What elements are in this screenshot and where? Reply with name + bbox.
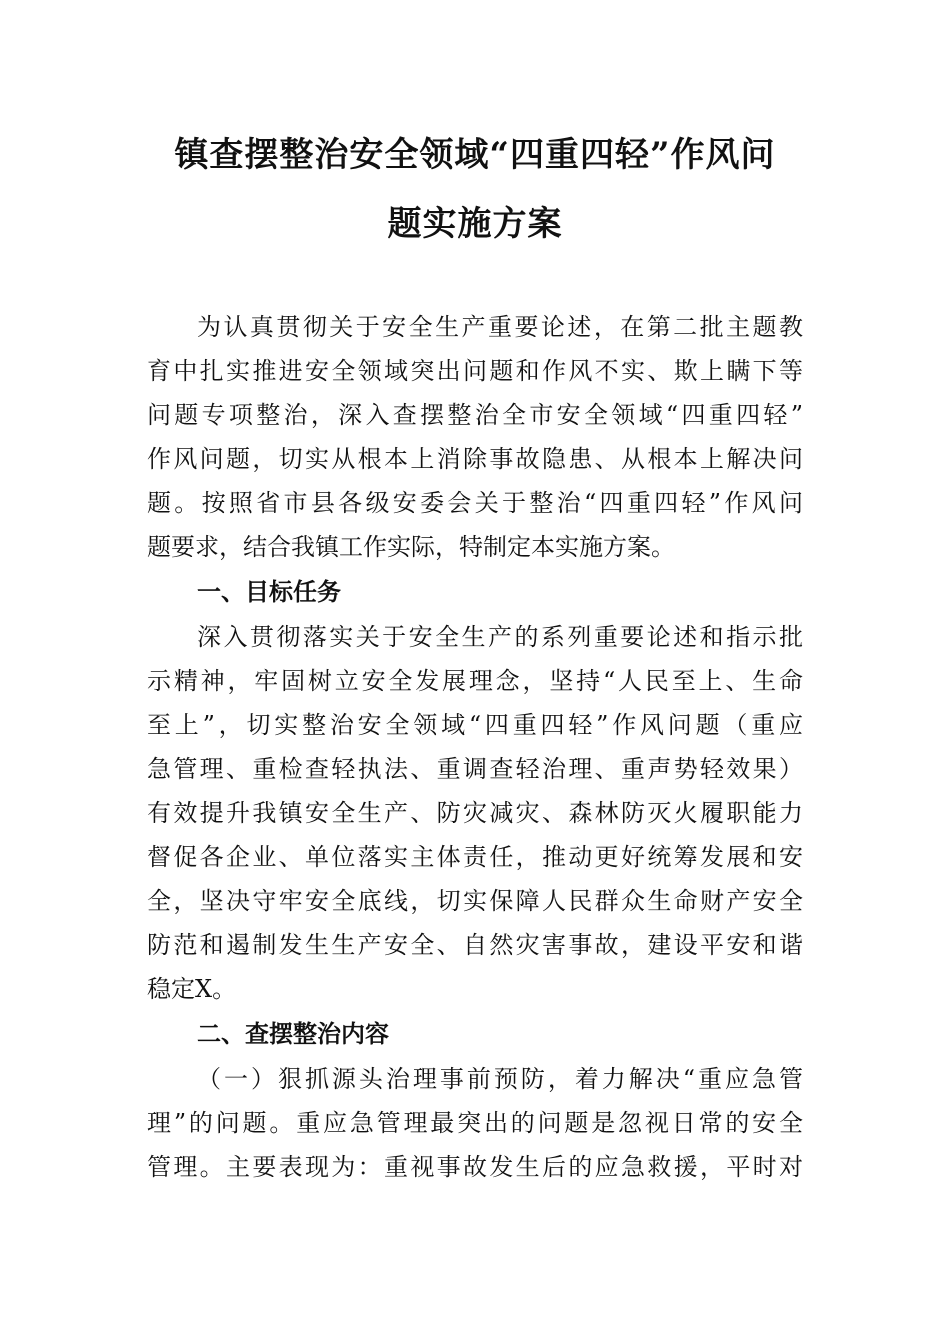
- text-line: 为认真贯彻关于安全生产重要论述，在第二批主题教: [197, 313, 803, 341]
- text-line: 题要求，结合我镇工作实际，特制定本实施方案。: [147, 533, 675, 561]
- text-line: （一）狠抓源头治理事前预防，着力解决“重应急管: [197, 1065, 803, 1093]
- text-line: 作风问题，切实从根本上消除事故隐患、从根本上解决问: [147, 445, 803, 473]
- text-line: 题。按照省市县各级安委会关于整治“四重四轻”作风问: [147, 489, 803, 517]
- section-heading-content: 二、查摆整治内容: [197, 1020, 389, 1048]
- document-title-line-2: 题实施方案: [387, 204, 563, 244]
- text-line: 全，坚决守牢安全底线，切实保障人民群众生命财产安全: [147, 887, 803, 915]
- text-line: 急管理、重检查轻执法、重调查轻治理、重声势轻效果）: [147, 755, 803, 783]
- text-line: 深入贯彻落实关于安全生产的系列重要论述和指示批: [197, 623, 803, 651]
- text-line: 至上”，切实整治安全领域“四重四轻”作风问题（重应: [147, 711, 803, 739]
- text-line: 理”的问题。重应急管理最突出的问题是忽视日常的安全: [147, 1109, 803, 1137]
- text-line: 稳定X。: [147, 975, 237, 1003]
- text-line: 问题专项整治，深入查摆整治全市安全领域“四重四轻”: [147, 401, 803, 429]
- text-line: 育中扎实推进安全领域突出问题和作风不实、欺上瞒下等: [147, 357, 803, 385]
- section-heading-goals: 一、目标任务: [197, 578, 341, 606]
- document-body: [147, 305, 803, 1189]
- text-line: 示精神，牢固树立安全发展理念，坚持“人民至上、生命: [147, 667, 803, 695]
- goals-paragraph: [147, 615, 803, 1011]
- intro-paragraph: [147, 305, 803, 569]
- text-line: 管理。主要表现为：重视事故发生后的应急救援，平时对: [147, 1153, 803, 1181]
- content-paragraph: [147, 1057, 803, 1189]
- text-line: 防范和遏制发生生产安全、自然灾害事故，建设平安和谐: [147, 931, 803, 959]
- text-line: 督促各企业、单位落实主体责任，推动更好统筹发展和安: [147, 843, 803, 871]
- document-title-line-1: 镇查摆整治安全领域“四重四轻”作风问: [174, 135, 776, 175]
- text-line: 有效提升我镇安全生产、防灾减灾、森林防灭火履职能力: [147, 799, 803, 827]
